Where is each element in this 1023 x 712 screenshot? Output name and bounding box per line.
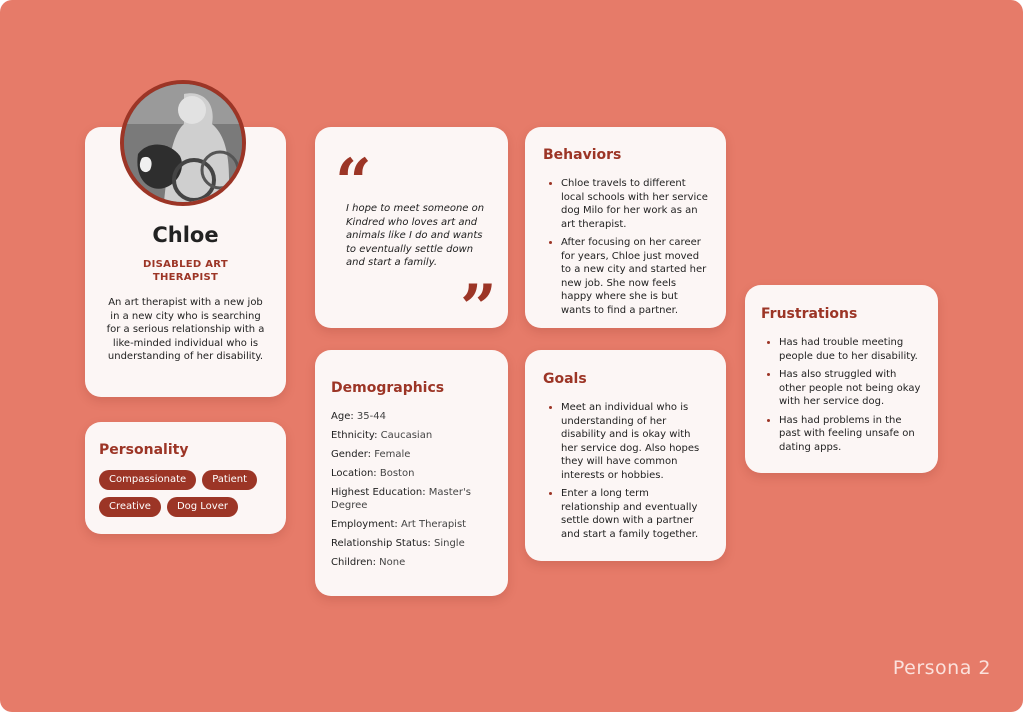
frustrations-card (745, 285, 938, 473)
quote-text: I hope to meet someone on Kindred who loves art and animals like I do and wants to eventually settle down and start a family. (346, 203, 485, 269)
list-item: • Meet an individual who is understanding of her disability and is okay with her service dog. Also hopes they will have common interests or hobbies. (561, 401, 708, 482)
list-item: • Enter a long term relationship and eventually settle down with a partner and start a family together. (561, 487, 708, 541)
demographic-row (331, 467, 492, 480)
demographics-card (315, 350, 508, 596)
demographic-row (331, 486, 492, 512)
list-item: • Has had problems in the past with feeling unsafe on dating apps. (779, 414, 922, 455)
tag-compassionate: Compassionate (99, 470, 196, 490)
list-item: • Chloe travels to different local schools with her service dog Milo for her work as an art therapist. (561, 177, 708, 231)
demographic-label: Gender: (331, 449, 372, 460)
demographic-label: Ethnicity: (331, 430, 378, 441)
demographic-row (331, 448, 492, 461)
demographic-label: Highest Education: (331, 487, 426, 498)
demographic-row (331, 537, 492, 550)
behaviors-list (543, 177, 708, 317)
demographic-label: Relationship Status: (331, 538, 431, 549)
close-quote-icon: ” (460, 271, 497, 346)
persona-bio: An art therapist with a new job in a new city who is searching for a serious relationship with a like-minded individual who is understanding of her disability. (106, 297, 265, 362)
demographic-label: Children: (331, 557, 376, 568)
avatar-photo-icon (124, 84, 242, 202)
avatar (120, 80, 246, 206)
goals-card (525, 350, 726, 561)
tag-dog-lover: Dog Lover (167, 497, 238, 517)
demographics-title: Demographics (331, 380, 445, 396)
demographic-value: Single (434, 538, 465, 549)
open-quote-icon: “ (335, 145, 372, 220)
demographics-list (331, 410, 492, 569)
demographic-row (331, 518, 492, 531)
goals-list (543, 401, 708, 541)
goals-title: Goals (543, 371, 587, 387)
demographic-value: None (379, 557, 406, 568)
persona-number-label: Persona 2 (892, 657, 991, 679)
demographic-row (331, 556, 492, 569)
persona-name: Chloe (152, 223, 219, 247)
list-item: • After focusing on her career for years, Chloe just moved to a new city and started her new job. She now feels happy where she is but wants to find a partner. (561, 236, 708, 317)
frustrations-title: Frustrations (761, 306, 858, 322)
tag-creative: Creative (99, 497, 161, 517)
demographic-row (331, 410, 492, 423)
demographic-label: Age: (331, 411, 354, 422)
list-item: • Has had trouble meeting people due to her disability. (779, 336, 922, 363)
demographic-value: Caucasian (380, 430, 433, 441)
personality-tags (99, 470, 272, 517)
demographic-value: 35-44 (356, 411, 386, 422)
demographic-value: Female (374, 449, 411, 460)
demographic-value: Master's Degree (331, 487, 471, 511)
behaviors-card (525, 127, 726, 328)
list-item: • Has also struggled with other people not being okay with her service dog. (779, 368, 922, 409)
persona-role: DISABLED ART THERAPIST (143, 259, 228, 283)
quote-card (315, 127, 508, 346)
demographic-label: Location: (331, 468, 377, 479)
frustrations-list (761, 336, 922, 454)
personality-title: Personality (99, 442, 189, 458)
personality-card (85, 422, 286, 534)
demographic-row (331, 429, 492, 442)
behaviors-title: Behaviors (543, 147, 622, 163)
tag-patient: Patient (202, 470, 257, 490)
demographic-label: Employment: (331, 519, 398, 530)
demographic-value: Boston (379, 468, 415, 479)
demographic-value: Art Therapist (400, 519, 467, 530)
